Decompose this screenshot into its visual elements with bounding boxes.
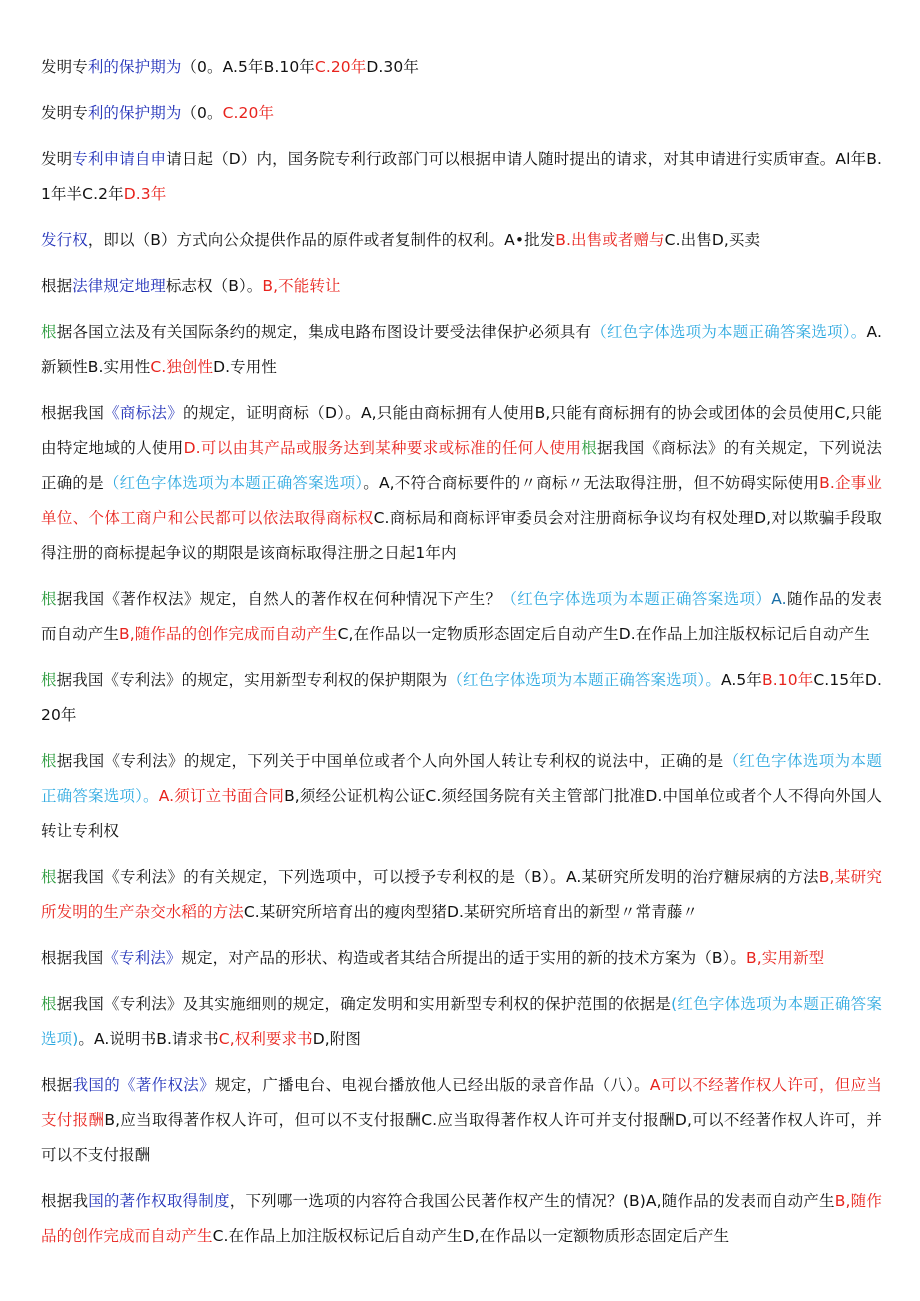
text-run: （红色字体选项为本题正确答案选项）。 xyxy=(591,323,867,341)
text-run: A. xyxy=(771,590,787,608)
text-run: C.20年 xyxy=(222,104,275,122)
text-run: 根 xyxy=(41,752,57,770)
text-run: （0。A.5年B.10年 xyxy=(181,58,315,76)
text-run: 据我国《专利法》的有关规定，下列选项中，可以授予专利权的是（B）。A.某研究所发明的治疗糖尿病的方法 xyxy=(56,868,819,886)
text-run: A.5年 xyxy=(720,671,763,689)
text-run: B.10年 xyxy=(762,671,814,689)
text-run: C.20年 xyxy=(314,58,367,76)
text-run: 利的保护期为 xyxy=(87,104,182,122)
text-run: C.出售D,买卖 xyxy=(664,231,761,249)
question-paragraph xyxy=(41,941,882,976)
question-paragraph xyxy=(41,663,882,733)
question-paragraph xyxy=(41,315,882,385)
text-run: 根 xyxy=(41,995,57,1013)
text-run: （红色字体选项为本题正确答案选项） xyxy=(103,474,364,492)
text-run: 请日起（D）内，国务院专利行政部门可以根据申请人随时提出的请求，对其申请进行实质审查。Al年B.1年半C.2年 xyxy=(41,150,882,203)
text-run: 《专利法》 xyxy=(103,949,182,967)
text-run: 的规定，证明商标（D）。A,只能由商标拥有人使用B,只能有商标拥有的协会或团体的会员使用C,只能由特定地域的人使用 xyxy=(41,404,882,457)
question-paragraph xyxy=(41,396,882,571)
text-run: 专利申请自申 xyxy=(72,150,167,168)
text-run: （红色字体选项为本题正确答案选项）。 xyxy=(41,752,882,805)
text-run: B.企事业单位、个体工商户和公民都可以依法取得商标权 xyxy=(41,474,882,527)
text-run: 。A,不符合商标要件的〃商标〃无法取得注册，但不妨碍实际使用 xyxy=(363,474,820,492)
question-paragraph xyxy=(41,744,882,849)
text-run: 发明专 xyxy=(41,104,88,122)
text-run: B,不能转让 xyxy=(262,277,341,295)
text-run: D,附图 xyxy=(312,1030,361,1048)
text-run: C.某研究所培育出的瘦肉型猪D.某研究所培育出的新型〃常青藤〃 xyxy=(243,903,699,921)
text-run: 标志权（B）。 xyxy=(165,277,263,295)
text-run: B,随作品的创作完成而自动产生 xyxy=(41,1192,882,1245)
text-run: 法律规定地理 xyxy=(72,277,166,295)
question-paragraph xyxy=(41,1068,882,1173)
text-run: 发明专 xyxy=(41,58,88,76)
question-paragraph xyxy=(41,96,882,131)
text-run: C.在作品上加注版权标记后自动产生D,在作品以一定额物质形态固定后产生 xyxy=(212,1227,730,1245)
text-run: B,实用新型 xyxy=(746,949,825,967)
text-run: (红色字体选项为本题正确答案选项) xyxy=(41,995,882,1048)
text-run: B,应当取得著作权人许可，但可以不支付报酬C.应当取得著作权人许可并支付报酬D,可以不经著作权人许可，并可以不支付报酬 xyxy=(41,1111,882,1164)
text-run: D.专用性 xyxy=(213,358,277,376)
text-run: 据我国《著作权法》规定，自然人的著作权在何种情况下产生？ xyxy=(56,590,502,608)
text-run: 据我国《专利法》的规定，实用新型专利权的保护期限为 xyxy=(56,671,448,689)
text-run: 我国的《著作权法》 xyxy=(72,1076,215,1094)
question-paragraph xyxy=(41,223,882,258)
text-run: B.出售或者赠与 xyxy=(555,231,665,249)
text-run: D.30年 xyxy=(366,58,419,76)
text-run: 。A.说明书B.请求书 xyxy=(78,1030,219,1048)
question-paragraph xyxy=(41,860,882,930)
text-run: C.15年D.20年 xyxy=(41,671,882,724)
question-paragraph xyxy=(41,50,882,85)
text-run: C.独创性 xyxy=(150,358,214,376)
text-run: 据我国《专利法》及其实施细则的规定，确定发明和实用新型专利权的保护范围的依据是 xyxy=(56,995,672,1013)
text-run: ，即以（B）方式向公众提供作品的原件或者复制件的权利。A•批发 xyxy=(87,231,556,249)
text-run: 根据我国 xyxy=(41,949,104,967)
text-run: 随作品的发表而自动产生 xyxy=(41,590,882,643)
question-paragraph xyxy=(41,269,882,304)
text-run: 规定，广播电台、电视台播放他人已经出版的录音作品（八）。 xyxy=(214,1076,650,1094)
text-run: 根据我国 xyxy=(41,404,105,422)
text-run: 据我国《专利法》的规定，下列关于中国单位或者个人向外国人转让专利权的说法中，正确的是 xyxy=(56,752,724,770)
text-run: （红色字体选项为本题正确答案选项）。 xyxy=(447,671,721,689)
text-run: A可以不经著作权人许可，但应当支付报酬 xyxy=(41,1076,882,1129)
text-run: C,在作品以一定物质形态固定后自动产生D.在作品上加注版权标记后自动产生 xyxy=(337,625,870,643)
question-paragraph xyxy=(41,582,882,652)
text-run: 规定，对产品的形状、构造或者其结合所提出的适于实用的新的技术方案为（B）。 xyxy=(181,949,747,967)
text-run: 根 xyxy=(41,323,57,341)
text-run: 据我国《商标法》的有关规定，下列说法正确的是 xyxy=(41,439,883,492)
text-run: 根 xyxy=(41,868,57,886)
text-run: （红色字体选项为本题正确答案选项） xyxy=(501,590,772,608)
text-run: 根据 xyxy=(41,277,73,295)
text-run: 根 xyxy=(581,439,598,457)
text-run: 发行权 xyxy=(41,231,88,249)
text-run: B,某研究所发明的生产杂交水稻的方法 xyxy=(41,868,882,921)
text-run: 利的保护期为 xyxy=(87,58,182,76)
text-run: ，下列哪一选项的内容符合我国公民著作权产生的情况？(B)A,随作品的发表而自动产生 xyxy=(229,1192,835,1210)
text-run: D.可以由其产品或服务达到某种要求或标准的任何人使用 xyxy=(183,439,582,457)
text-run: 国的著作权取得制度 xyxy=(88,1192,230,1210)
text-run: C,权利要求书 xyxy=(218,1030,313,1048)
text-run: A.须订立书面合同 xyxy=(158,787,285,805)
text-run: 根 xyxy=(41,671,57,689)
text-run: （0。 xyxy=(181,104,223,122)
text-run: C.商标局和商标评审委员会对注册商标争议均有权处理D,对以欺骗手段取得注册的商标提起争议的期限是该商标取得注册之日起1年内 xyxy=(41,509,883,562)
question-paragraph xyxy=(41,1184,882,1254)
question-paragraph xyxy=(41,142,882,212)
text-run: A.新颖性B.实用性 xyxy=(41,323,882,376)
text-run: 根 xyxy=(41,590,57,608)
text-run: 《商标法》 xyxy=(104,404,183,422)
text-run: D.3年 xyxy=(123,185,167,203)
text-run: 根据 xyxy=(41,1076,73,1094)
text-run: B,须经公证机构公证C.须经国务院有关主管部门批准D.中国单位或者个人不得向外国人转让专利权 xyxy=(41,787,882,840)
text-run: 根据我 xyxy=(41,1192,89,1210)
question-paragraph xyxy=(41,987,882,1057)
text-run: 据各国立法及有关国际条约的规定，集成电路布图设计要受法律保护必须具有 xyxy=(56,323,592,341)
text-run: B,随作品的创作完成而自动产生 xyxy=(119,625,338,643)
text-run: 发明 xyxy=(41,150,73,168)
